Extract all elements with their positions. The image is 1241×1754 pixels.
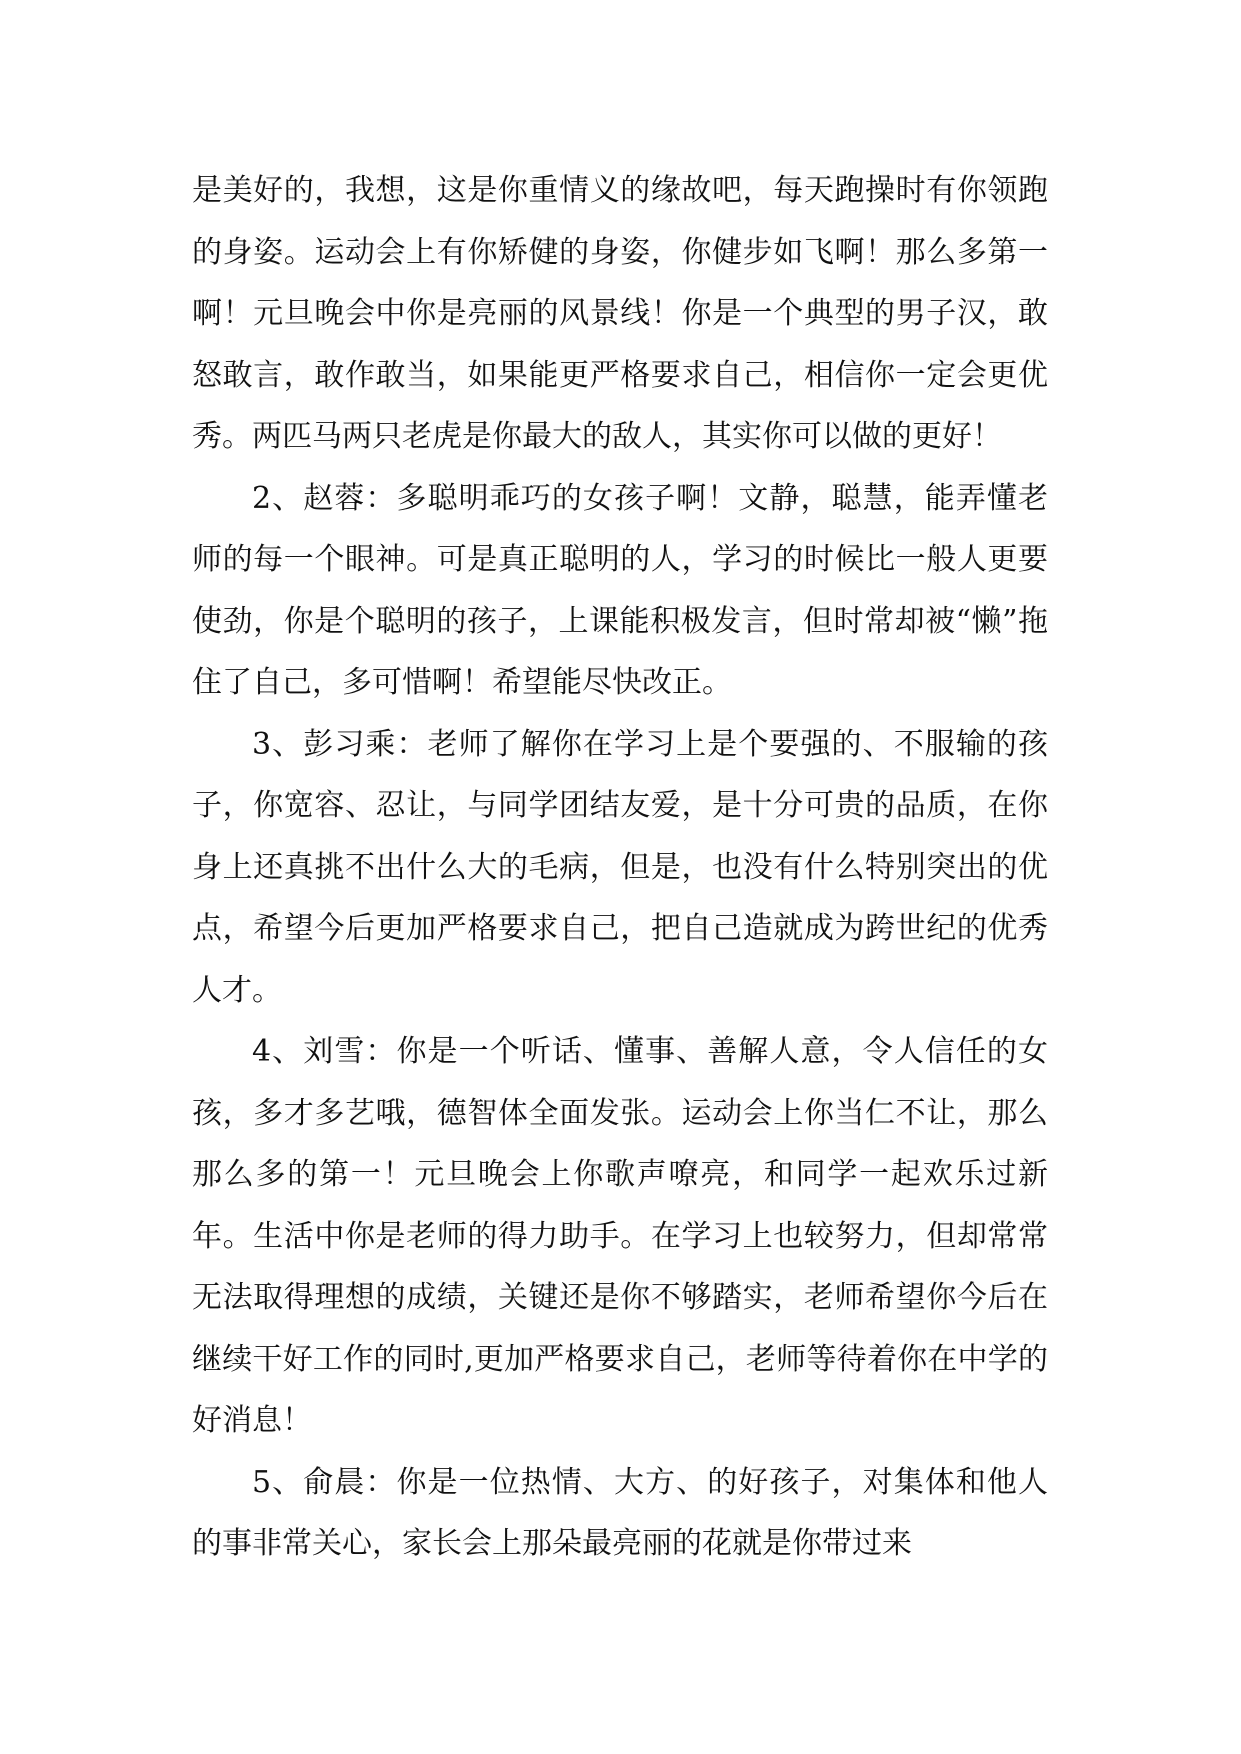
document-page xyxy=(192,160,1048,1575)
paragraph-1: 是美好的，我想，这是你重情义的缘故吧，每天跑操时有你领跑的身姿。运动会上有你矫健的身姿，你健步如飞啊！那么多第一啊！元旦晚会中你是亮丽的风景线！你是一个典型的男子汉，敢怒敢言，敢作敢当，如果能更严格要求自己，相信你一定会更优秀。两匹马两只老虎是你最大的敌人，其实你可以做的更好！ xyxy=(192,173,1048,454)
paragraph-5: 5、俞晨：你是一位热情、大方、的好孩子，对集体和他人的事非常关心，家长会上那朵最亮丽的花就是你带过来 xyxy=(192,1464,1048,1561)
paragraph-2: 2、赵蓉：多聪明乖巧的女孩子啊！文静，聪慧，能弄懂老师的每一个眼神。可是真正聪明的人，学习的时候比一般人更要使劲，你是个聪明的孩子，上课能积极发言，但时常却被“懒”拖住了自己，多可惜啊！希望能尽快改正。 xyxy=(192,480,1048,700)
paragraph-4: 4、刘雪：你是一个听话、懂事、善解人意，令人信任的女孩，多才多艺哦，德智体全面发张。运动会上你当仁不让，那么那么多的第一！元旦晚会上你歌声嘹亮，和同学一起欢乐过新年。生活中你是老师的得力助手。在学习上也较努力，但却常常无法取得理想的成绩，关键还是你不够踏实，老师希望你今后在继续干好工作的同时,更加严格要求自己，老师等待着你在中学的好消息！ xyxy=(192,1034,1048,1438)
paragraph-3: 3、彭习乘：老师了解你在学习上是个要强的、不服输的孩子，你宽容、忍让，与同学团结友爱，是十分可贵的品质，在你身上还真挑不出什么大的毛病，但是，也没有什么特别突出的优点，希望今后更加严格要求自己，把自己造就成为跨世纪的优秀人才。 xyxy=(192,726,1048,1008)
